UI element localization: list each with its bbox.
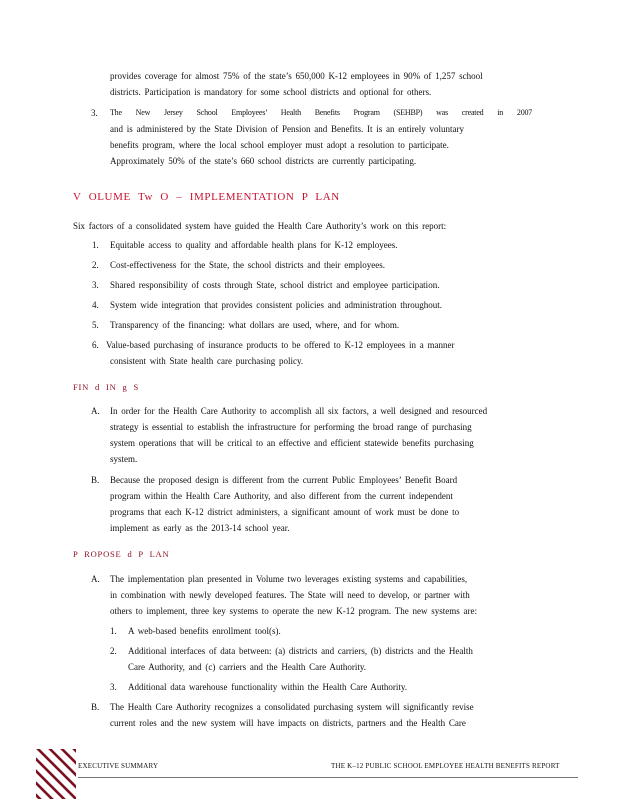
factor-item: System wide integration that provides consistent policies and administration throughout. [110, 300, 442, 310]
section-heading-proposed-plan: P ROPOSE d P LAN [73, 549, 170, 559]
intro-line: provides coverage for almost 75% of the state’s 650,000 K-12 employees in 90% of 1,257 school [110, 71, 483, 81]
factor-item: consistent with State health care purchasing policy. [110, 356, 304, 366]
item3-line: and is administered by the State Division of Pension and Benefits. It is an entirely voluntary [110, 124, 464, 134]
factor-item: Equitable access to quality and affordable health plans for K-12 employees. [110, 240, 398, 250]
list-number: 5. [92, 320, 99, 330]
item3-line: benefits program, where the local school employer must adopt a resolution to participate. [110, 140, 449, 150]
list-number: 2. [110, 646, 117, 656]
factor-item: Value-based purchasing of insurance products to be offered to K-12 employees in a manner [106, 340, 455, 350]
list-letter: A. [91, 406, 100, 416]
plan-sub-item: A web-based benefits enrollment tool(s). [128, 626, 281, 636]
list-number: 3. [91, 108, 98, 118]
list-number: 1. [110, 626, 117, 636]
intro-line: districts. Participation is mandatory for some school districts and optional for others. [110, 87, 432, 97]
factor-item: Transparency of the financing: what dollars are used, where, and for whom. [110, 320, 400, 330]
list-letter: A. [91, 574, 100, 584]
list-number: 1. [92, 240, 99, 250]
finding-line: system operations that will be critical to an effective and efficient statewide benefits purchasing [110, 438, 474, 448]
footer-divider [78, 777, 578, 778]
item3-line: Approximately 50% of the state’s 660 school districts are currently participating. [110, 156, 417, 166]
factor-item: Cost-effectiveness for the State, the school districts and their employees. [110, 260, 386, 270]
finding-line: programs that each K-12 district administers, a significant amount of work must be done to [110, 507, 460, 517]
list-number: 6. [92, 340, 99, 350]
plan-line: The implementation plan presented in Volume two leverages existing systems and capabilities, [110, 574, 468, 584]
plan-line: in combination with newly developed features. The State will need to develop, or partner with [110, 590, 470, 600]
plan-sub-item: Additional interfaces of data between: (a) districts and carriers, (b) districts and the Health [128, 646, 473, 656]
plan-line: others to implement, three key systems to operate the new K-12 program. The new systems are: [110, 606, 477, 616]
finding-line: In order for the Health Care Authority to accomplish all six factors, a well designed and resourced [110, 406, 488, 416]
list-letter: B. [91, 702, 100, 712]
finding-line: implement as early as the 2013-14 school year. [110, 523, 290, 533]
footer-left-label: EXECUTIVE SUMMARY [78, 762, 159, 770]
finding-line: Because the proposed design is different from the current Public Employees’ Benefit Board [110, 475, 458, 485]
finding-line: program within the Health Care Authority, and also different from the current independent [110, 491, 453, 501]
list-number: 2. [92, 260, 99, 270]
list-number: 3. [110, 682, 117, 692]
section-heading-volume: V OLUME Tw O – IMPLEMENTATION P LAN [73, 191, 340, 203]
list-number: 3. [92, 280, 99, 290]
list-number: 4. [92, 300, 99, 310]
plan-line: The Health Care Authority recognizes a consolidated purchasing system will significantly revise [110, 702, 474, 712]
factor-item: Shared responsibility of costs through State, school district and employee participation. [110, 280, 440, 290]
footer-right-label: THE K–12 PUBLIC SCHOOL EMPLOYEE HEALTH BENEFITS REPORT [331, 762, 560, 770]
plan-line: current roles and the new system will have impacts on districts, partners and the Health Care [110, 718, 466, 728]
item3-line: The New Jersey School Employees’ Health Benefits Program (SEHBP) was created in 2007 [110, 108, 533, 117]
six-factors-intro: Six factors of a consolidated system have guided the Health Care Authority’s work on this report: [73, 221, 447, 231]
report-logo-icon [36, 749, 76, 799]
finding-line: strategy is essential to establish the infrastructure for performing the broad range of purchasing [110, 422, 472, 432]
finding-line: system. [110, 454, 138, 464]
plan-sub-item: Care Authority, and (c) carriers and the Health Care Authority. [128, 662, 367, 672]
list-letter: B. [91, 475, 100, 485]
plan-sub-item: Additional data warehouse functionality within the Health Care Authority. [128, 682, 408, 692]
section-heading-findings: FIN d IN g S [73, 382, 139, 392]
